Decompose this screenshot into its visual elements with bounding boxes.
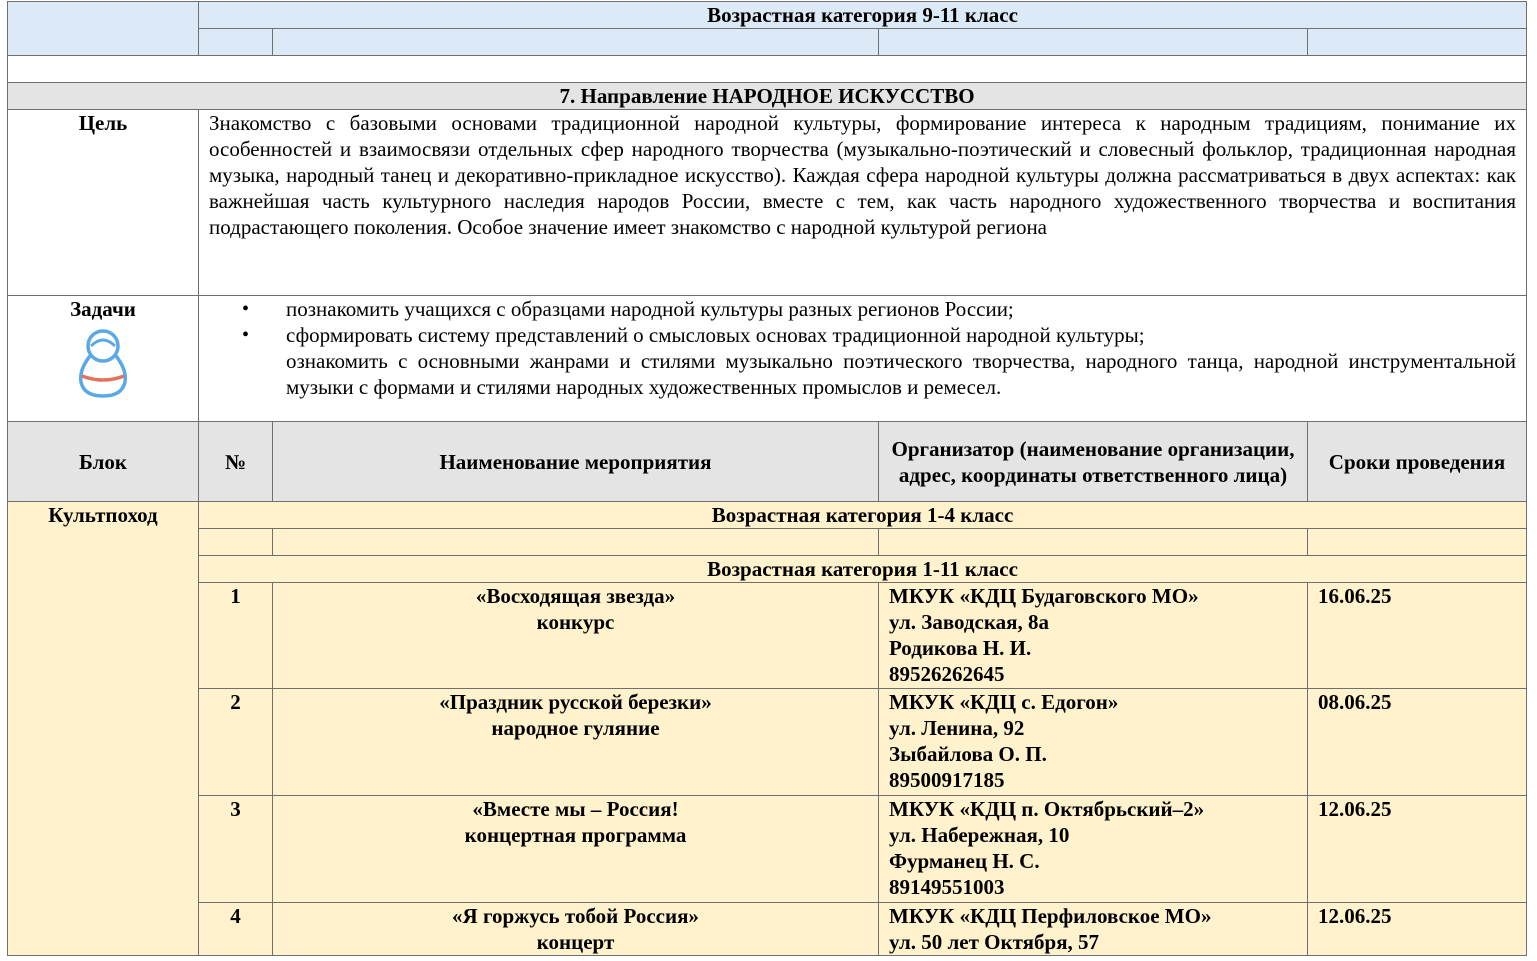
row-number: 3 [199,796,273,903]
event-type: концерт [536,930,615,954]
organizer-cell [879,583,1308,689]
organizer-phone: 89149551003 [889,875,1005,899]
empty-cell [273,29,879,56]
event-name: «Я горжусь тобой Россия» [452,904,699,928]
empty-cell [273,529,879,556]
age-category-1-11: Возрастная категория 1-11 класс [199,556,1527,583]
matryoshka-icon [76,326,130,398]
tasks-list [209,296,1516,400]
event-date: 12.06.25 [1308,796,1527,903]
empty-cell [199,529,273,556]
event-name: «Праздник русской березки» [439,690,712,714]
header-dates: Сроки проведения [1308,422,1527,502]
task-item: • познакомить учащихся с образцами народной культуры разных регионов России; [286,296,1516,322]
organizer-phone: 89526262645 [889,662,1005,686]
event-cell [273,689,879,796]
organizer-address: ул. Набережная, 10 [889,823,1070,847]
row-number: 4 [199,903,273,956]
event-type: концертная программа [464,823,687,847]
table-row [8,689,1527,796]
organizer-person: Зыбайлова О. П. [889,742,1047,766]
row-number: 1 [199,583,273,689]
event-cell [273,903,879,956]
program-table [7,1,1527,956]
table-row [8,903,1527,956]
event-date: 16.06.25 [1308,583,1527,689]
event-date: 12.06.25 [1308,903,1527,956]
organizer-cell [879,689,1308,796]
age-category-9-11: Возрастная категория 9-11 класс [199,2,1527,29]
row-number: 2 [199,689,273,796]
tasks-list-cell [199,296,1527,422]
goal-text: Знакомство с базовыми основами традиционной народной культуры, формирование интереса к народным традициям, понимание их особенностей и взаимосвязи отдельных сфер народного творчества (музыкально-поэтический и словесный фольклор, традиционная народная музыка, народный танец и декоративно-прикладное искусство). Каждая сфера народной культуры должна рассматриваться в двух аспектах: как важнейшая часть культурного наследия народов России, вместе с тем, как часть народного художественного творчества и воспитания подрастающего поколения. Особое значение имеет знакомство с народной культурой региона [199,110,1527,296]
event-name: «Вместе мы – Россия! [472,797,679,821]
tasks-cell [8,296,199,422]
event-name: «Восходящая звезда» [475,584,676,608]
direction-title: 7. Направление НАРОДНОЕ ИСКУССТВО [8,83,1527,110]
table-row [8,583,1527,689]
event-type: народное гуляние [491,716,660,740]
task-item: • сформировать систему представлений о смысловых основах традиционной народной культуры; [286,322,1516,348]
organizer-name: МКУК «КДЦ с. Едогон» [889,690,1119,714]
organizer-address: ул. Заводская, 8а [889,610,1050,634]
empty-cell [199,29,273,56]
empty-cell [879,529,1308,556]
event-type: конкурс [536,610,615,634]
organizer-name: МКУК «КДЦ Будаговского МО» [889,584,1199,608]
organizer-person: Фурманец Н. С. [889,849,1040,873]
empty-cell [879,29,1308,56]
event-cell [273,796,879,903]
organizer-phone: 89500917185 [889,768,1005,792]
empty-cell [1308,529,1527,556]
organizer-address: ул. Ленина, 92 [889,716,1025,740]
task-item: ознакомить с основными жанрами и стилями музыкально поэтического творчества, народного танца, народной инструментальной музыки с формами и стилями народных художественных промыслов и ремесел. [286,349,1517,399]
header-block: Блок [8,422,199,502]
organizer-name: МКУК «КДЦ п. Октябрьский–2» [889,797,1205,821]
organizer-address: ул. 50 лет Октября, 57 [889,930,1100,954]
tasks-label: Задачи [70,297,136,321]
organizer-cell [879,903,1308,956]
empty-cell [1308,29,1527,56]
organizer-name: МКУК «КДЦ Перфиловское МО» [889,904,1212,928]
top-block-cell [8,2,199,56]
event-cell [273,583,879,689]
event-date: 08.06.25 [1308,689,1527,796]
header-event: Наименование мероприятия [273,422,879,502]
age-category-1-4: Возрастная категория 1-4 класс [199,502,1527,529]
spacer-row [8,56,1527,83]
block-label: Культпоход [8,502,199,956]
organizer-person: Родикова Н. И. [889,636,1032,660]
organizer-cell [879,796,1308,903]
table-row [8,796,1527,903]
goal-label: Цель [8,110,199,296]
header-number: № [199,422,273,502]
header-organizer: Организатор (наименование организации, адрес, координаты ответственного лица) [879,422,1308,502]
